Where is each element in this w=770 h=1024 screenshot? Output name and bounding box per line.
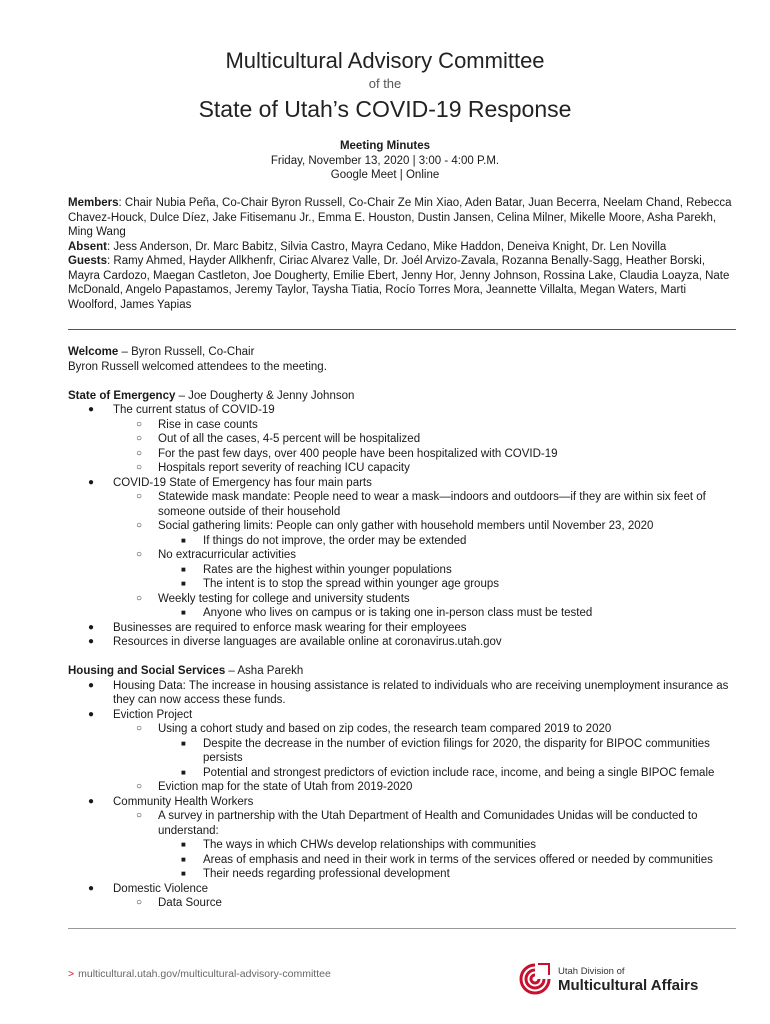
- logo-mark-icon: [518, 962, 552, 998]
- meeting-info: [0, 139, 770, 183]
- list-item: ● COVID-19 State of Emergency has four main parts: [88, 476, 372, 489]
- housing-section: [68, 664, 740, 911]
- list-item: ● Community Health Workers: [88, 795, 254, 808]
- list-item: ○ Hospitals report severity of reaching ICU capacity: [136, 462, 410, 474]
- absent-list: : Jess Anderson, Dr. Marc Babitz, Silvia Castro, Mayra Cedano, Mike Haddon, Deneiva Knight, Dr. Len Novilla: [106, 240, 667, 253]
- title-connector: of the: [368, 76, 402, 91]
- list-item: ■ The intent is to stop the spread within younger age groups: [181, 578, 499, 590]
- list-item: ■ Their needs regarding professional development: [181, 868, 450, 880]
- meeting-minutes-title: Meeting Minutes: [339, 140, 431, 152]
- list-item: ■ Anyone who lives on campus or is taking one in-person class must be tested: [181, 607, 593, 619]
- guests-line: [68, 254, 738, 312]
- list-item: ○ No extracurricular activities: [136, 549, 297, 561]
- list-item: ● Domestic Violence: [88, 882, 209, 895]
- list-item: ● Housing Data: The increase in housing assistance is related to individuals who are receiving unemployment insurance as they can now access these funds.: [88, 679, 729, 706]
- housing-list: [68, 679, 740, 911]
- response-title: State of Utah’s COVID-19 Response: [198, 96, 572, 122]
- attendance: [68, 196, 738, 312]
- meeting-date: Friday, November 13, 2020 | 3:00 - 4:00 P.M.: [270, 154, 500, 167]
- list-item: ● Resources in diverse languages are available online at coronavirus.utah.gov: [88, 636, 502, 648]
- welcome-section: [68, 345, 740, 374]
- chevron-right-icon: >: [68, 968, 75, 980]
- logo-small-text: Utah Division of: [558, 966, 625, 977]
- footer-link[interactable]: [68, 968, 331, 980]
- list-item: ○ Eviction map for the state of Utah from 2019-2020: [136, 781, 413, 793]
- logo-text: [558, 966, 698, 995]
- committee-title: Multicultural Advisory Committee: [225, 48, 545, 73]
- footer-divider: [68, 928, 736, 929]
- welcome-text: Byron Russell welcomed attendees to the meeting.: [68, 360, 327, 373]
- members-line: [68, 196, 738, 240]
- list-item: ■ Areas of emphasis and need in their work in terms of the services offered or needed by communities: [181, 853, 713, 866]
- list-item: ○ Social gathering limits: People can only gather with household members until November 23, 2020: [136, 520, 654, 532]
- members-label: Members: [68, 197, 119, 209]
- list-item: ○ Rise in case counts: [136, 418, 258, 431]
- minutes-body: [68, 345, 740, 925]
- list-item: ○ Statewide mask mandate: People need to wear a mask—indoors and outdoors—if they are within six feet of someone outside of their household: [136, 491, 706, 518]
- list-item: ● Eviction Project: [88, 708, 193, 721]
- list-item: ■ Despite the decrease in the number of eviction filings for 2020, the disparity for BIPOC communities persists: [181, 737, 710, 764]
- divider: [68, 329, 736, 330]
- list-item: ○ Weekly testing for college and university students: [136, 592, 410, 605]
- list-item: ○ A survey in partnership with the Utah Department of Health and Comunidades Unidas will be conducted to understand:: [136, 810, 698, 837]
- emergency-heading: State of Emergency – Joe Dougherty & Jenny Johnson: [68, 389, 355, 402]
- list-item: ● The current status of COVID-19: [88, 404, 275, 416]
- list-item: ■ Potential and strongest predictors of eviction include race, income, and being a single BIPOC female: [181, 766, 715, 779]
- housing-heading: Housing and Social Services – Asha Parekh: [68, 665, 304, 677]
- logo-big-text: Multicultural Affairs: [558, 977, 699, 994]
- list-item: ■ If things do not improve, the order may be extended: [181, 534, 467, 547]
- guests-list: : Ramy Ahmed, Hayder Allkhenfr, Ciriac Alvarez Valle, Dr. Joél Arvizo-Zavala, Rozanna Benally-Sagg, Heather Borski, Mayra Cardozo, Maegan Castleton, Joe Dougherty, Emilie Ebert, Jenny Hor, Jenny Johnson, Rossina Lake, Claudia Loayza, Nate McDonald, Angelo Papastamos, Jeremy Taylor, Taysha Tiatia, Rocío Torres Mora, Jeannette Villalta, Megan Waters, Marti Woolford, James Yapias: [68, 255, 730, 311]
- title-block: [0, 48, 770, 123]
- emergency-section: [68, 389, 740, 650]
- meeting-location: Google Meet | Online: [330, 169, 440, 181]
- emergency-list: [68, 403, 740, 650]
- list-item: ■ The ways in which CHWs develop relationships with communities: [181, 839, 536, 851]
- list-item: ○ For the past few days, over 400 people have been hospitalized with COVID-19: [136, 447, 558, 460]
- members-list: : Chair Nubia Peña, Co-Chair Byron Russell, Co-Chair Ze Min Xiao, Aden Batar, Juan Becerra, Neelam Chand, Rebecca Chavez-Houck, Dulce Díez, Jake Fitisemanu Jr., Emma E. Houston, Dustin Jansen, Celina Milner, Mikelle Moore, Asha Parekh, Ming Wang: [68, 197, 732, 238]
- absent-label: Absent: [68, 240, 107, 253]
- footer-url[interactable]: multicultural.utah.gov/multicultural-advisory-committee: [78, 968, 331, 980]
- list-item: ○ Out of all the cases, 4-5 percent will be hospitalized: [136, 433, 421, 445]
- guests-label: Guests: [68, 255, 107, 267]
- list-item: ○ Using a cohort study and based on zip codes, the research team compared 2019 to 2020: [136, 723, 612, 735]
- absent-line: [68, 240, 738, 255]
- division-logo: [518, 962, 708, 1002]
- list-item: ■ Rates are the highest within younger populations: [181, 563, 452, 576]
- list-item: ○ Data Source: [136, 897, 222, 909]
- list-item: ● Businesses are required to enforce mask wearing for their employees: [88, 621, 467, 634]
- welcome-heading: Welcome – Byron Russell, Co-Chair: [68, 346, 255, 358]
